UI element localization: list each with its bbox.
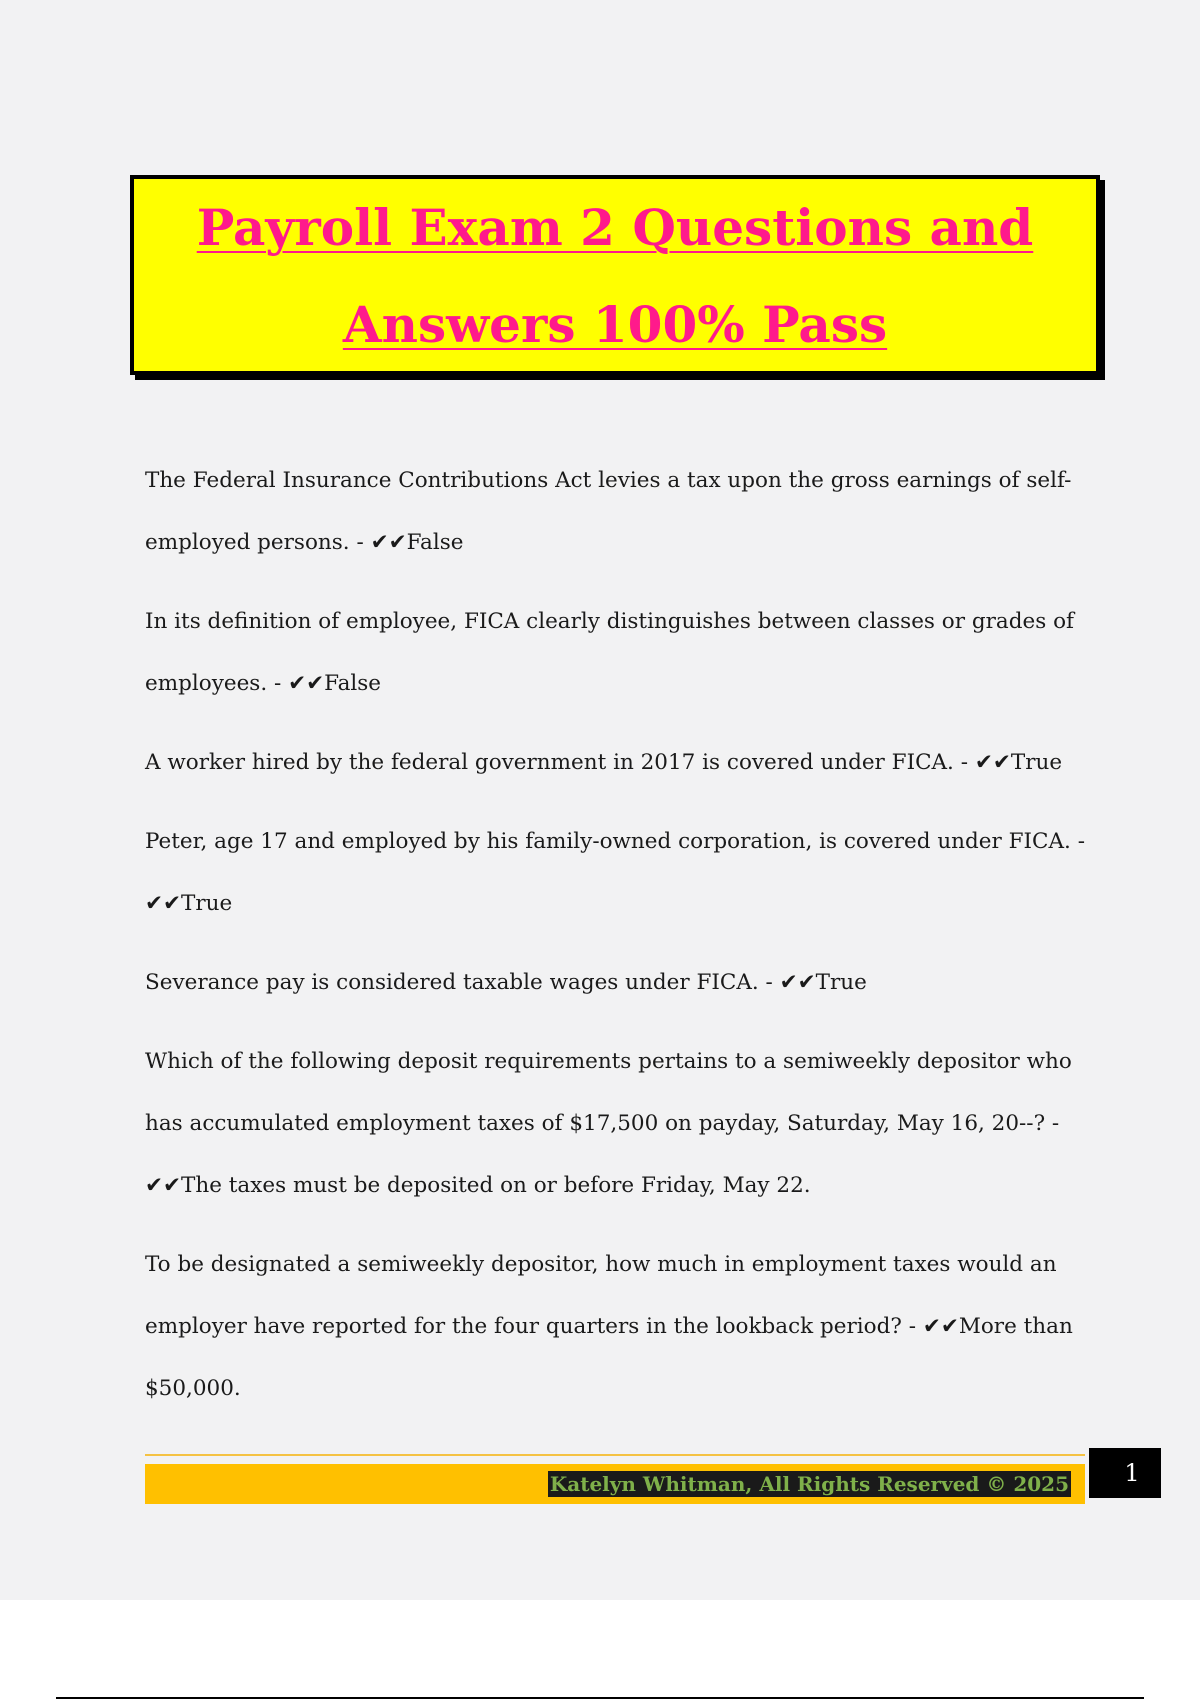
qa-item [145, 450, 1090, 574]
qa-list [145, 450, 1090, 1437]
document-title-line-2: Answers 100% Pass [342, 295, 888, 354]
question-text: Peter, age 17 and employed by his family-owned corporation, is covered under FICA. - [145, 829, 1085, 854]
question-text: To be designated a semiweekly depositor, how much in employment taxes would an employer have reported for the four quarters in the lookback period? - [145, 1252, 1057, 1339]
qa-item [145, 952, 1090, 1014]
question-text: A worker hired by the federal government in 2017 is covered under FICA. - [145, 750, 975, 775]
answer-text: ✔✔True [145, 891, 233, 916]
qa-item [145, 732, 1090, 794]
answer-text: ✔✔More than $50,000. [145, 1314, 1073, 1401]
answer-text: ✔✔True [974, 750, 1063, 775]
qa-item [145, 1031, 1090, 1217]
page-number: 1 [1089, 1448, 1161, 1498]
question-text: In its definition of employee, FICA clearly distinguishes between classes or grades of employees. - [145, 609, 1074, 696]
footer-bar [145, 1464, 1085, 1504]
question-text: Which of the following deposit requirements pertains to a semiweekly depositor who has accumulated employment taxes of $17,500 on payday, Saturday, May 16, 20--? - [145, 1049, 1072, 1136]
footer-divider [145, 1454, 1085, 1456]
page-bottom-rule [56, 1697, 1144, 1699]
question-text: Severance pay is considered taxable wages under FICA. - [145, 970, 780, 995]
qa-item [145, 591, 1090, 715]
document-title-line-1: Payroll Exam 2 Questions and [196, 198, 1034, 257]
qa-item [145, 811, 1090, 935]
answer-text: ✔✔False [370, 530, 464, 555]
question-text: The Federal Insurance Contributions Act levies a tax upon the gross earnings of self-employed persons. - [145, 468, 1072, 555]
title-banner [130, 175, 1100, 375]
answer-text: ✔✔False [288, 671, 382, 696]
answer-text: ✔✔The taxes must be deposited on or before Friday, May 22. [145, 1173, 811, 1198]
qa-item [145, 1234, 1090, 1420]
footer-copyright: Katelyn Whitman, All Rights Reserved © 2025 [549, 1472, 1069, 1496]
answer-text: ✔✔True [779, 970, 867, 995]
